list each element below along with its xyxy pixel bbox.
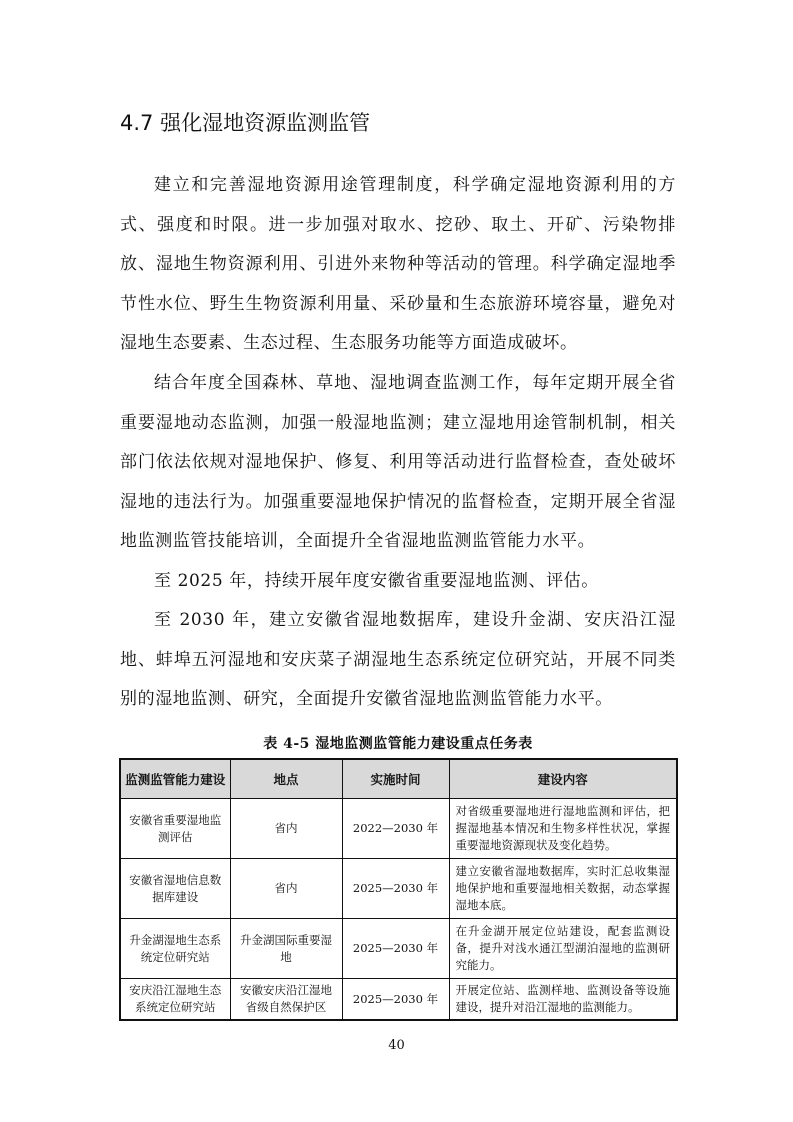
- paragraph-3: 至 2025 年，持续开展年度安徽省重要湿地监测、评估。: [154, 571, 599, 591]
- cell-content: 开展定位站、监测样地、监测设备等设施建设，提升对沿江湿地的监测能力。: [449, 979, 677, 1021]
- cell-capability: 安徽省湿地信息数据库建设: [120, 859, 230, 919]
- header-capability: 监测监管能力建设: [120, 759, 230, 799]
- paragraph-4: 至 2030 年，建立安徽省湿地数据库，建设升金湖、安庆沿江湿地、蚌埠五河湿地和安庆菜子湖湿地生态系统定位研究站，开展不同类别的湿地监测、研究，全面提升安徽省湿地监测监管能力水平。: [120, 610, 676, 709]
- cell-capability: 升金湖湿地生态系统定位研究站: [120, 919, 230, 979]
- page-number: 40: [388, 1038, 405, 1053]
- cell-period: 2025—2030 年: [342, 919, 449, 979]
- header-period: 实施时间: [342, 759, 449, 799]
- table-caption: 表 4-5 湿地监测监管能力建设重点任务表: [263, 736, 533, 752]
- table-row: [120, 799, 677, 859]
- cell-location: 省内: [230, 859, 342, 919]
- cell-location: 安徽安庆沿江湿地省级自然保护区: [230, 979, 342, 1021]
- table-row: [120, 919, 677, 979]
- table-row: [120, 859, 677, 919]
- cell-period: 2025—2030 年: [342, 979, 449, 1021]
- cell-content: 在升金湖开展定位站建设，配套监测设备，提升对浅水通江型湖泊湿地的监测研究能力。: [449, 919, 677, 979]
- cell-location: 升金湖国际重要湿地: [230, 919, 342, 979]
- cell-capability: 安徽省重要湿地监测评估: [120, 799, 230, 859]
- cell-content: 建立安徽省湿地数据库，实时汇总收集湿地保护地和重要湿地相关数据，动态掌握湿地本底。: [449, 859, 677, 919]
- table-header-row: [120, 759, 677, 799]
- cell-period: 2022—2030 年: [342, 799, 449, 859]
- section-heading: 4.7 强化湿地资源监测监管: [120, 111, 371, 135]
- header-location: 地点: [230, 759, 342, 799]
- paragraph-2: 结合年度全国森林、草地、湿地调查监测工作，每年定期开展全省重要湿地动态监测，加强一般湿地监测；建立湿地用途管制机制，相关部门依法依规对湿地保护、修复、利用等活动进行监督检查，查处破坏湿地的违法行为。加强重要湿地保护情况的监督检查，定期开展全省湿地监测监管技能培训，全面提升全省湿地监测监管能力水平。: [120, 373, 676, 551]
- cell-period: 2025—2030 年: [342, 859, 449, 919]
- paragraph-1: 建立和完善湿地资源用途管理制度，科学确定湿地资源利用的方式、强度和时限。进一步加强对取水、挖砂、取土、开矿、污染物排放、湿地生物资源利用、引进外来物种等活动的管理。科学确定湿地季节性水位、野生生物资源利用量、采砂量和生态旅游环境容量，避免对湿地生态要素、生态过程、生态服务功能等方面造成破坏。: [120, 175, 676, 353]
- cell-location: 省内: [230, 799, 342, 859]
- header-content: 建设内容: [449, 759, 677, 799]
- cell-capability: 安庆沿江湿地生态系统定位研究站: [120, 979, 230, 1021]
- table-row: [120, 979, 677, 1021]
- cell-content: 对省级重要湿地进行湿地监测和评估，把握湿地基本情况和生物多样性状况，掌握重要湿地资源现状及变化趋势。: [449, 799, 677, 859]
- task-table: [119, 758, 678, 1021]
